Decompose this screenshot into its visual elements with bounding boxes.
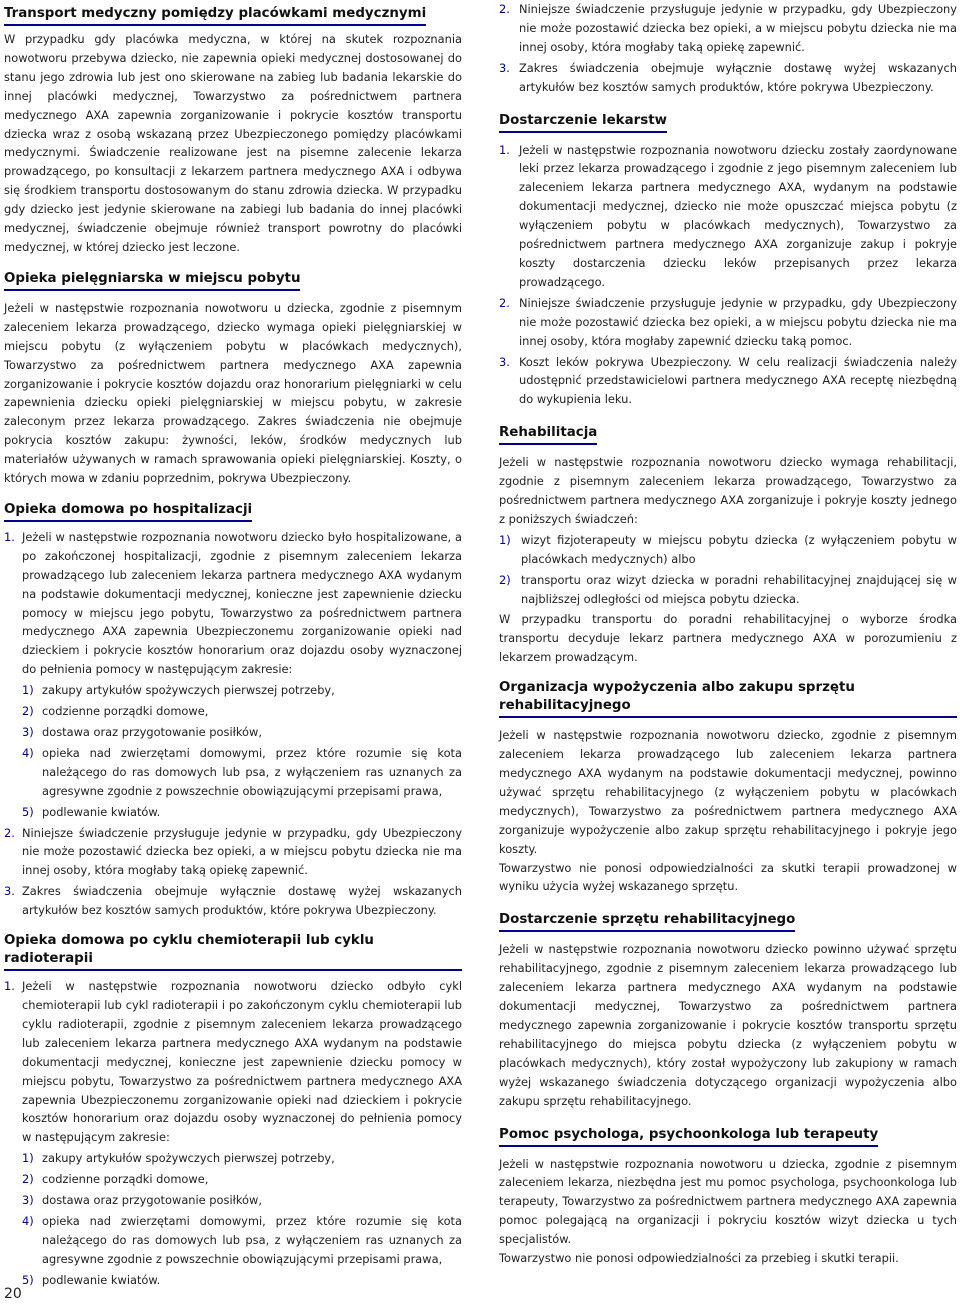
section-title-equipment-delivery: Dostarczenie sprzętu rehabilitacyjnego — [499, 911, 795, 932]
list-item: 3) dostawa oraz przygotowanie posiłków, — [22, 725, 262, 739]
list-item: 2. Niniejsze świadczenie przysługuje jedynie w przypadku, gdy Ubezpieczony nie może pozostawić dziecka bez opieki, a w miejscu pobytu dziecka nie ma innej osoby, która mogłaby zapewnić dziecku taką pomoc. — [499, 295, 957, 348]
list-item: 3. Zakres świadczenia obejmuje wyłącznie dostawę wyżej wskazanych artykułów bez kosztów samych produktów, które pokrywa Ubezpieczony. — [499, 60, 957, 94]
right-column — [499, 0, 957, 1268]
section-title-transport: Transport medyczny pomiędzy placówkami medycznymi — [4, 5, 426, 26]
section-title-rehabilitation: Rehabilitacja — [499, 424, 597, 445]
list-item: 4) opieka nad zwierzętami domowymi, przez które rozumie się kota należącego do ras domowych lub psa, z wyłączeniem ras uznanych za agresywne zgodnie z powszechnie obowiązującymi przepisami prawa, — [22, 1213, 462, 1266]
transport-paragraph: W przypadku gdy placówka medyczna, w której na skutek rozpoznania nowotworu przebywa dziecko, nie zapewnia opieki medycznej dostosowanej do stanu jego zdrowia lub jest ono skierowane na zabieg lub badania lekarskie do innej placówki medycznej, Towarzystwo za pośrednictwem partnera medycznego AXA zapewnia zorganizowanie i pokrycie kosztów transportu dziecka wraz z osobą wskazaną przez Ubezpieczonego pomiędzy placówkami medycznymi. Świadczenie realizowane jest na pisemne zalecenie lekarza prowadzącego, po konsultacji z lekarzem partnera medycznego AXA i odbywa się środkiem transportu dostosowanym do stanu zdrowia dziecka. W przypadku gdy dziecko jest jedynie skierowane na zabiegi lub badania do innej placówki medycznej, świadczenie obejmuje również transport powrotny do placówki medycznej, w której dziecko jest leczone. — [4, 32, 462, 254]
rehabilitation-transport-paragraph: W przypadku transportu do poradni rehabilitacyjnej o wyborze środka transportu decyduje lekarz partnera medycznego AXA w porozumieniu z lekarzem prowadzącym. — [499, 612, 957, 665]
list-item: 2. Niniejsze świadczenie przysługuje jedynie w przypadku, gdy Ubezpieczony nie może pozostawić dziecka bez opieki, a w miejscu pobytu dziecka nie ma innej osoby, która mogłaby taką opiekę zapewnić. — [499, 2, 957, 54]
list-item: 1) wizyt fizjoterapeuty w miejscu pobytu dziecka (z wyłączeniem pobytu w placówkach medycznych) albo — [499, 532, 957, 566]
list-item: 1. Jeżeli w następstwie rozpoznania nowotworu dziecko było hospitalizowane, a po zakończonej hospitalizacji, zgodnie z pisemnym zaleceniem lekarza prowadzącego lub zaleceniem lekarza partnera medycznego AXA wydanym na podstawie dokumentacji medycznej, konieczne jest zapewnienie dziecku pomocy w miejscu jego pobytu, Towarzystwo za pośrednictwem partnera medycznego AXA zapewnia Ubezpieczonemu zorganizowanie opieki nad dzieckiem i pokrycie kosztów honorarium oraz dojazdu osoby wyznaczonej do pełnienia pomocy w następującym zakresie: — [4, 529, 462, 677]
page-number: 20 — [4, 1286, 22, 1302]
section-title-home-care-chemotherapy: Opieka domowa po cyklu chemioterapii lub cyklu radioterapii — [4, 932, 462, 971]
section-title-home-care-hospitalization: Opieka domowa po hospitalizacji — [4, 501, 252, 522]
continued-list — [499, 0, 957, 97]
equipment-rental-paragraph: Jeżeli w następstwie rozpoznania nowotworu dziecko, zgodnie z pisemnym zaleceniem lekarza prowadzącego lub zaleceniem lekarza partnera medycznego AXA wydanym na podstawie dokumentacji medycznej, powinno używać sprzętu rehabilitacyjnego (z wyłączeniem pobytu w placówkach medycznych), Towarzystwo za pośrednictwem partnera medycznego AXA zorganizuje wypożyczenie albo zakup sprzętu rehabilitacyjnego i pokryje jego koszty. — [499, 728, 957, 856]
list-item: 3. Zakres świadczenia obejmuje wyłącznie dostawę wyżej wskazanych artykułów bez kosztów samych produktów, które pokrywa Ubezpieczony. — [4, 884, 462, 918]
home-care-chemotherapy-list — [4, 977, 462, 1290]
list-item: 2. Niniejsze świadczenie przysługuje jedynie w przypadku, gdy Ubezpieczony nie może pozostawić dziecka bez opieki, a w miejscu pobytu dziecka nie ma innej osoby, która mogłaby taką opiekę zapewnić. — [4, 825, 462, 878]
rehabilitation-paragraph: Jeżeli w następstwie rozpoznania nowotworu dziecko wymaga rehabilitacji, zgodnie z pisemnym zaleceniem lekarza prowadzącego, Towarzystwo za pośrednictwem partnera medycznego AXA zorganizuje i pokryje koszty jednego z poniższych świadczeń: — [499, 455, 957, 526]
list-item: 1) zakupy artykułów spożywczych pierwszej potrzeby, — [22, 1151, 335, 1166]
left-column — [4, 0, 462, 1290]
medicine-delivery-list — [499, 141, 957, 410]
list-item: 5) podlewanie kwiatów. — [22, 1272, 161, 1287]
equipment-rental-liability-paragraph: Towarzystwo nie ponosi odpowiedzialności za skutki terapii prowadzonej w wyniku użycia wyżej wskazanego sprzętu. — [499, 860, 957, 894]
list-item: 2) codzienne porządki domowe, — [22, 704, 209, 719]
home-care-hospitalization-list — [4, 528, 462, 920]
list-item: 5) podlewanie kwiatów. — [22, 804, 161, 819]
section-title-nursing-care: Opieka pielęgniarska w miejscu pobytu — [4, 270, 300, 291]
nursing-care-paragraph: Jeżeli w następstwie rozpoznania nowotworu u dziecka, zgodnie z pisemnym zaleceniem lekarza prowadzącego, dziecko wymaga opieki pielęgniarskiej w miejscu pobytu (z wyłączeniem pobytu w placówkach medycznych), Towarzystwo za pośrednictwem partnera medycznego AXA zapewnia zorganizowanie i pokrycie kosztów dojazdu oraz honorarium pielęgniarki w celu zapewnienia dziecku opieki pielęgniarskiej w miejscu pobytu, w zakresie zaleconym przez lekarza prowadzącego. Zakres świadczenia nie obejmuje pokrycia kosztów zakupu: żywności, leków, środków medycznych lub materiałów używanych w ramach sprawowania opieki pielęgniarskiej. Koszty, o których mowa w zdaniu poprzednim, pokrywa Ubezpieczony. — [4, 300, 462, 486]
list-item: 1. Jeżeli w następstwie rozpoznania nowotworu dziecku zostały zaordynowane leki przez lekarza prowadzącego i zgodnie z jego pisemnym zaleceniem lub zaleceniem lekarza partnera medycznego AXA, wydanym na podstawie dokumentacji medycznej, dziecko nie może opuszczać miejsca pobytu (z wyłączeniem pobytu w placówkach medycznych), Towarzystwo za pośrednictwem partnera medycznego AXA zorganizuje zakup i pokryje koszty dostarczenia dziecku leków przepisanych przez lekarza prowadzącego. — [499, 142, 957, 289]
list-item: 3) dostawa oraz przygotowanie posiłków, — [22, 1193, 262, 1208]
psychologist-paragraph: Jeżeli w następstwie rozpoznania nowotworu u dziecka, zgodnie z pisemnym zaleceniem lekarza, niezbędna jest mu pomoc psychologa, psychoonkologa lub terapeuty, Towarzystwo za pośrednictwem partnera medycznego AXA zapewnia pomoc polegającą na organizacji i pokryciu kosztów wizyt dziecka u tych specjalistów. — [499, 1156, 957, 1247]
list-item: 4) opieka nad zwierzętami domowymi, przez które rozumie się kota należącego do ras domowych lub psa, z wyłączeniem ras uznanych za agresywne zgodnie z powszechnie obowiązującymi przepisami prawa, — [22, 745, 462, 798]
list-item: 2) transportu oraz wizyt dziecka w poradni rehabilitacyjnej znajdującej się w najbliższej odległości od miejsca pobytu dziecka. — [499, 572, 957, 606]
section-title-equipment-rental: Organizacja wypożyczenia albo zakupu sprzętu rehabilitacyjnego — [499, 679, 957, 718]
list-item: 3. Koszt leków pokrywa Ubezpieczony. W celu realizacji świadczenia należy udostępnić przedstawicielowi partnera medycznego AXA receptę niezbędną do wykupienia leku. — [499, 354, 957, 407]
psychologist-liability-paragraph: Towarzystwo nie ponosi odpowiedzialności za przebieg i skutki terapii. — [499, 1251, 899, 1266]
list-item: 1) zakupy artykułów spożywczych pierwszej potrzeby, — [22, 683, 335, 698]
list-item: 1. Jeżeli w następstwie rozpoznania nowotworu dziecko odbyło cykl chemioterapii lub cykl radioterapii i po zakończonym cyklu chemioterapii lub cyklu radioterapii, zgodnie z pisemnym zaleceniem lekarza prowadzącego lub zaleceniem lekarza partnera medycznego AXA wydanym na podstawie dokumentacji medycznej, konieczne jest zapewnienie dziecku pomocy w miejscu pobytu, Towarzystwo za pośrednictwem partnera medycznego AXA zapewnia Ubezpieczonemu zorganizowanie opieki nad dzieckiem i pokrycie kosztów honorarium oraz dojazdu osoby wyznaczonej do pełnienia pomocy w następującym zakresie: — [4, 979, 462, 1145]
equipment-delivery-paragraph: Jeżeli w następstwie rozpoznania nowotworu dziecko powinno używać sprzętu rehabilitacyjnego, zgodnie z pisemnym zaleceniem lekarza prowadzącego lub zaleceniem lekarza partnera medycznego AXA wydanym na podstawie dokumentacji medycznej, Towarzystwo za pośrednictwem partnera medycznego zapewnia zorganizowanie i pokrycie kosztów transportu sprzętu rehabilitacyjnego do miejsca pobytu dziecka (z wyłączeniem pobytu w placówkach medycznych), który został wypożyczony lub zakupiony w ramach wyżej wskazanego świadczenia dotyczącego organizacji wypożyczenia albo zakupu sprzętu rehabilitacyjnego. — [499, 942, 957, 1108]
rehabilitation-list — [499, 531, 957, 609]
section-title-medicine-delivery: Dostarczenie lekarstw — [499, 112, 667, 133]
list-item: 2) codzienne porządki domowe, — [22, 1172, 209, 1187]
section-title-psychologist: Pomoc psychologa, psychoonkologa lub terapeuty — [499, 1126, 878, 1147]
